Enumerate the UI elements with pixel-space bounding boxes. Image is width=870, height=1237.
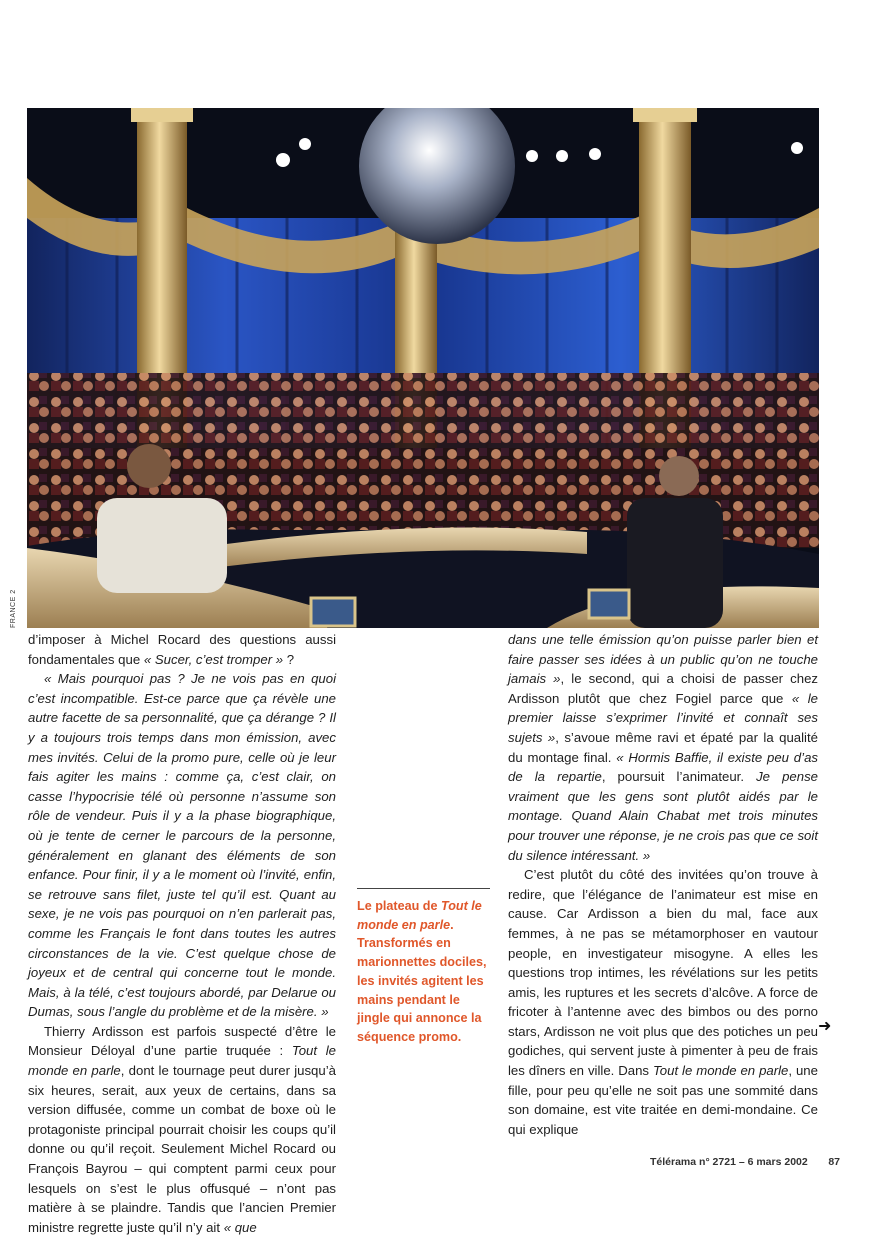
- host-figure-left: [97, 498, 227, 593]
- italic-text-run: Je pense vraiment que les gens sont plutôt aidés par le montage. Quand Alain Chabat met trois minutes pour trouver une réponse, je ne crois pas que ce soit du silence intéressant. »: [508, 769, 818, 863]
- paragraph: [28, 630, 336, 669]
- italic-text-run: dans une telle émission qu’on puisse parler bien et faire passer ses idées à un public qu’on ne touche jamais »: [508, 632, 818, 687]
- photo-credit: FRANCE 2: [10, 589, 17, 628]
- text-run: Thierry Ardisson est parfois suspecté d’être le Monsieur Déloyal d’une partie truquée :: [28, 1023, 336, 1059]
- italic-text-run: Tout le monde en parle: [28, 1043, 336, 1079]
- right-column-capital: [633, 108, 697, 122]
- italic-text-run: « Hormis Baffie, il existe peu d’as de la repartie: [508, 749, 818, 785]
- text-run: d’imposer à Michel Rocard des questions aussi fondamentales que: [28, 632, 336, 667]
- text-column-right: [508, 630, 818, 1139]
- photo-caption: [357, 888, 490, 1047]
- page-footer: [650, 1156, 840, 1168]
- stage-photo: [27, 108, 819, 628]
- monitor-left: [311, 598, 355, 626]
- text-run: , une fille, pour peu qu’elle ne soit pas une sommité dans son domaine, est vite traitée en demi-mondaine. Ce qui explique: [508, 1063, 818, 1137]
- host-head-right: [659, 456, 699, 496]
- paragraph: [508, 865, 818, 1139]
- left-column-capital: [131, 108, 193, 122]
- italic-text-run: Tout le monde en parle: [652, 1063, 789, 1079]
- italic-text-run: « que: [223, 1219, 257, 1235]
- italic-text-run: « le premier laisse s’exprimer l’invité et connaît ses sujets »: [508, 690, 818, 745]
- paragraph: [28, 1022, 336, 1237]
- text-run: , dont le tournage peut durer jusqu’à six heures, serait, aux yeux de certains, dans sa version diffusée, comme un combat de boxe où le protagoniste principal pourrait choisir les coups qu’il donne ou qu’il reçoit. Seulement Michel Rocard ou François Bayrou – qui comptent parmi ceux pour lesquels on s’est le plus offusqué – n’ont pas matière à se plaindre. Tandis que l’ancien Premier ministre regrette juste qu’il n’y ait: [28, 1063, 336, 1235]
- text-run: , poursuit l’animateur.: [601, 769, 757, 785]
- issue-info: Télérama n° 2721 – 6 mars 2002: [650, 1156, 808, 1168]
- paragraph: [508, 630, 818, 865]
- italic-text-run: « Mais pourquoi pas ? Je ne vois pas en quoi c’est incompatible. Est-ce parce que ça révèle une autre facette de sa personnalité, que ça dérange ? Il y a toujours trois temps dans mon émission, avec mes invités. Celui de la promo pure, celle où je leur fais agiter les mains : comme ça, c’est clair, on casse l’hypocrisie télé où personne n’assume son rôle de vendeur. Puis il y a la phase biographique, où je tente de cerner le parcours de la personne, généralement en glanant des éléments de son enfance. Pour finir, il y a le moment où l’invité, enfin, se retrouve sans filet, juste tel qu’il est. Quant au sexe, je ne vois pas pourquoi on n’en parlerait pas, comme les Français le font dans toutes les autres circonstances de la vie. C’est quelque chose de joyeux et de central qui concerne tout le monde. Mais, à la télé, c’est toujours abordé, par Delarue ou Dumas, sous l’angle du problème et de la misère. »: [28, 671, 336, 1020]
- text-run: , le second, qui a choisi de passer chez Ardisson plutôt que chez Fogiel parce que: [508, 671, 819, 706]
- continue-arrow-icon: ➜: [818, 1018, 832, 1035]
- stage-illustration: [27, 108, 819, 628]
- text-run: , s’avoue même ravi et épaté par la qualité du montage final.: [508, 729, 818, 765]
- italic-text-run: « Sucer, c’est tromper »: [143, 651, 284, 667]
- text-run: Le plateau de: [357, 899, 441, 913]
- page-number: 87: [828, 1156, 840, 1168]
- italic-text-run: Tout le monde en parle: [357, 899, 482, 932]
- text-run: . Transformés en marionnettes dociles, les invités agitent les mains pendant le jingle qui annonce la séquence promo.: [357, 917, 487, 1044]
- text-column-left: [28, 630, 336, 1237]
- paragraph: [28, 669, 336, 1022]
- host-head-left: [127, 444, 171, 488]
- text-run: ?: [283, 651, 295, 667]
- monitor-right: [589, 590, 629, 618]
- host-figure-right: [627, 498, 723, 628]
- text-run: C’est plutôt du côté des invitées qu’on trouve à redire, que l’élégance de l’animateur est mise en cause. Car Ardisson a bien du mal, face aux femmes, à ne pas se métamorphoser en vautour people, en investigateur misogyne. A elles les questions trop intimes, les révélations sur les petits amis, les ruptures et les secrets d’alcôve. A force de fricoter à l’antenne avec des bimbos ou des porno stars, Ardisson ne voit plus que des potiches un peu godiches, qui servent juste à pimenter à peu de frais les dîners en ville. Dans: [508, 867, 818, 1079]
